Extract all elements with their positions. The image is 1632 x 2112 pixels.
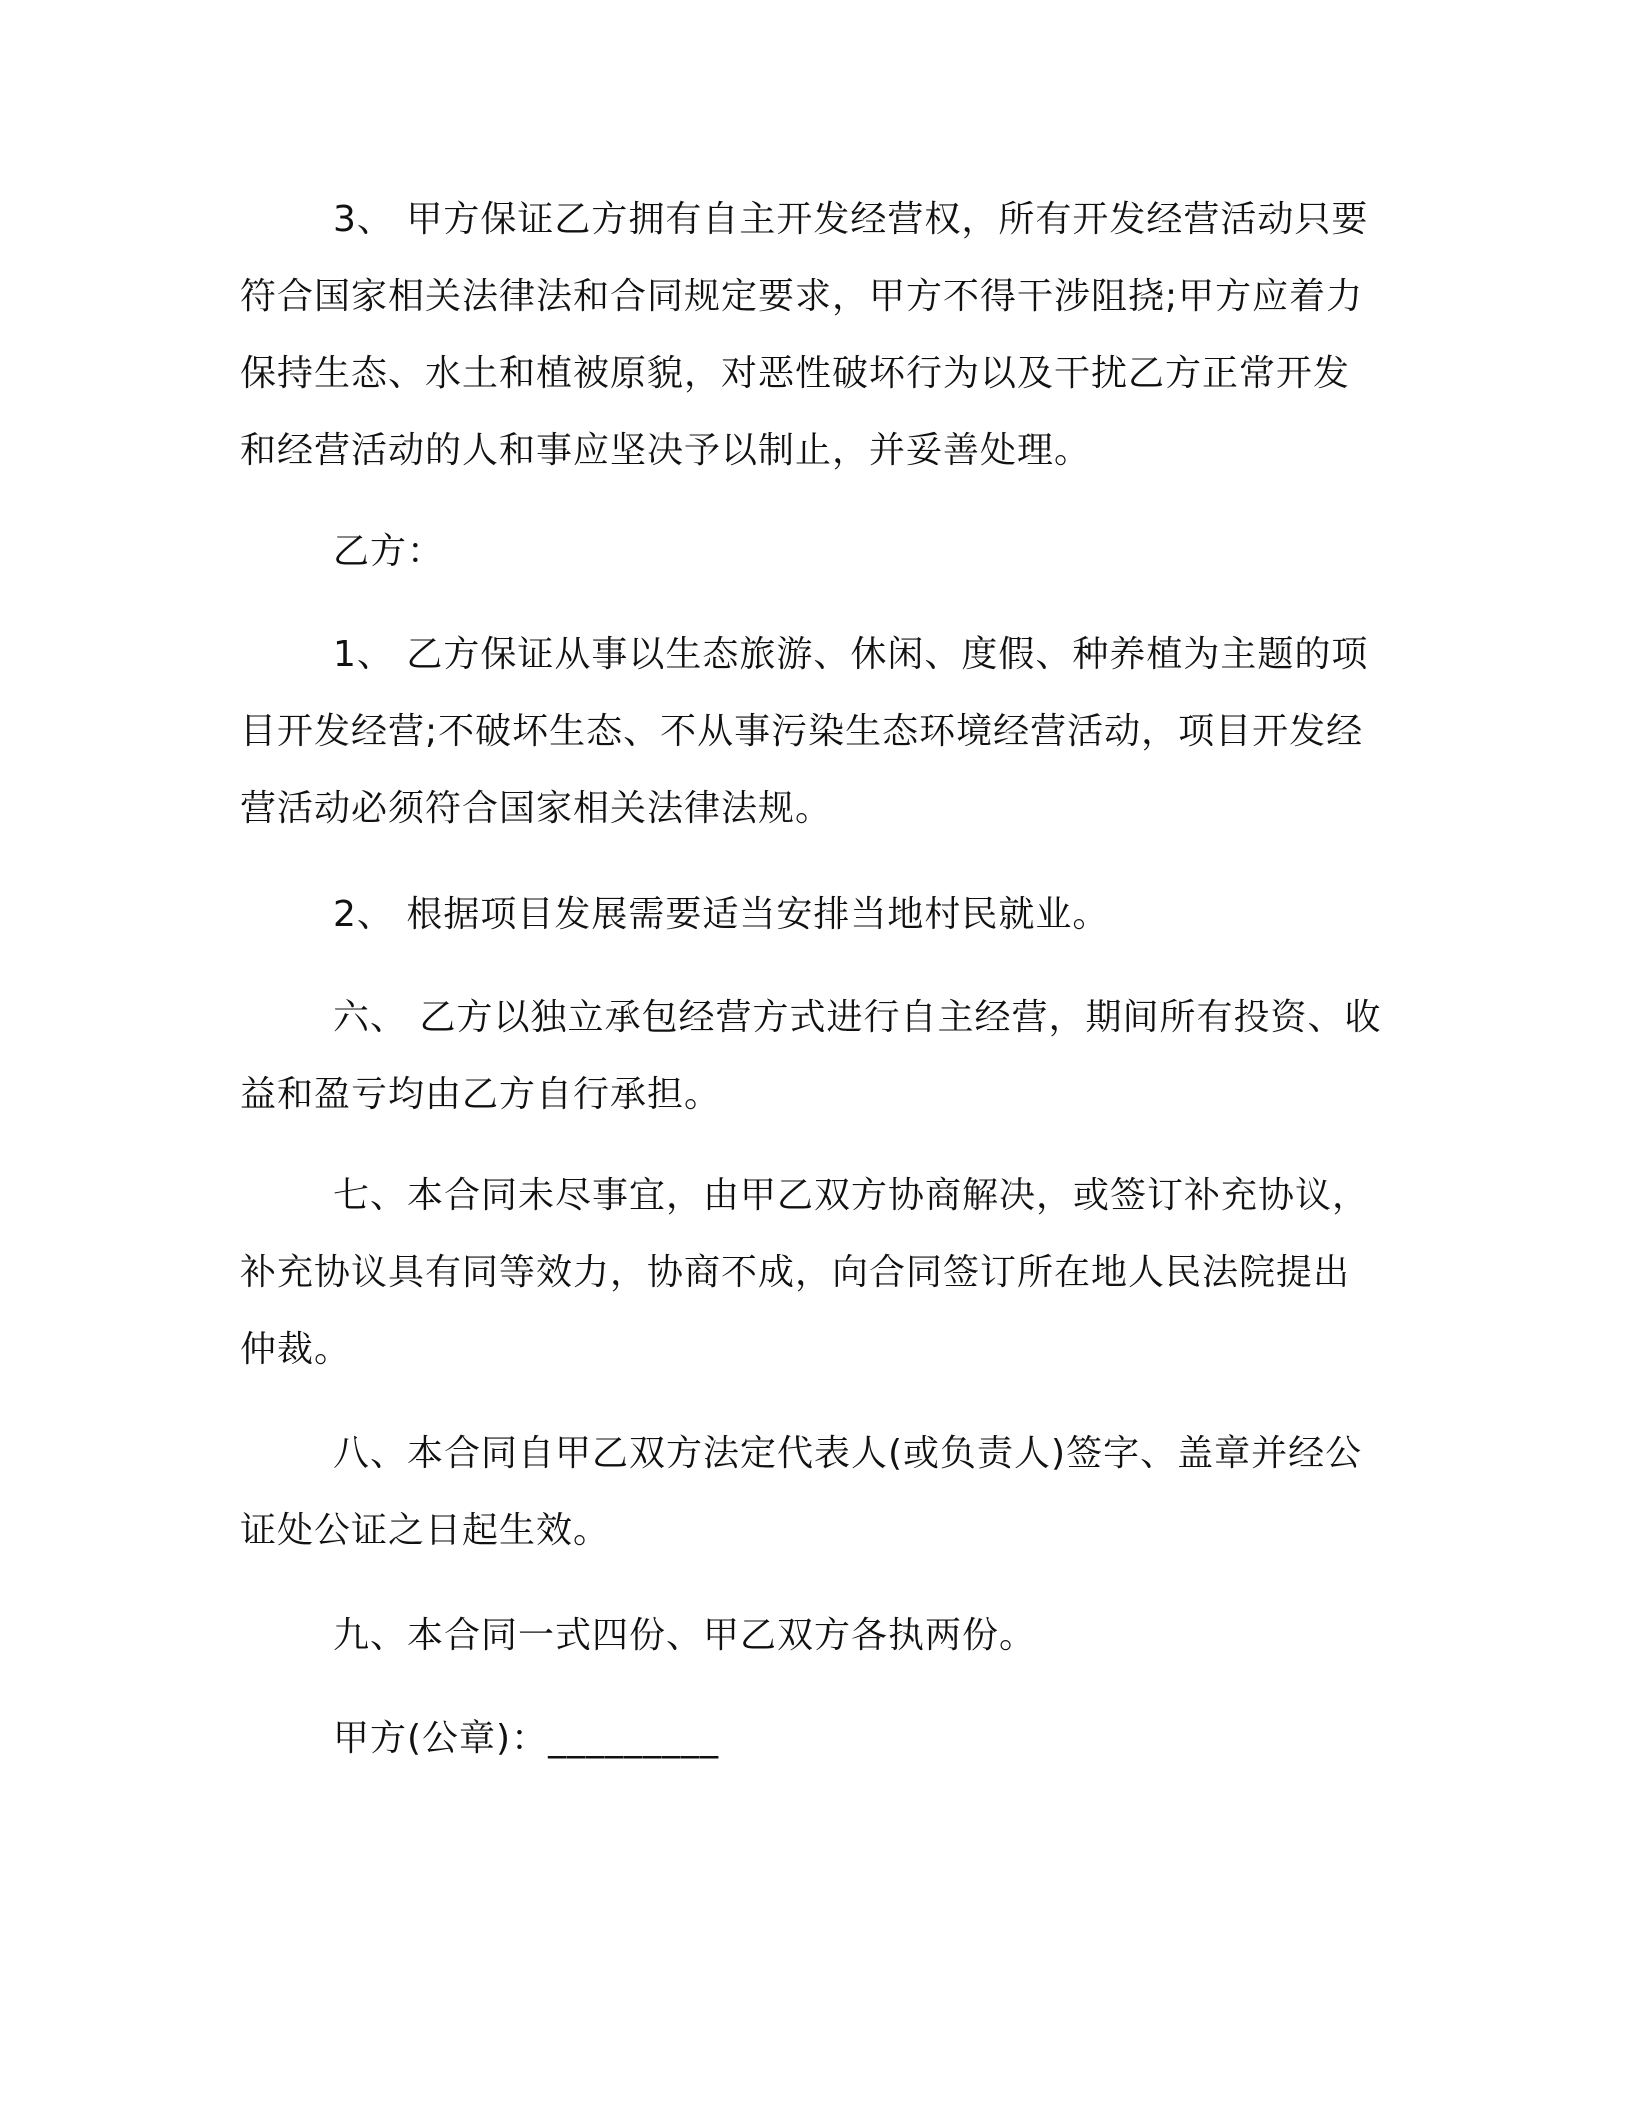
clause-1-party-b-guarantee: 1、 乙方保证从事以生态旅游、休闲、度假、种养植为主题的项目开发经营;不破坏生态、不从事污染生态环境经营活动，项目开发经营活动必须符合国家相关法律法规。 — [240, 634, 1369, 829]
signature-blank: _________ — [548, 1718, 720, 1759]
clause-3-party-a-guarantee: 3、 甲方保证乙方拥有自主开发经营权，所有开发经营活动只要符合国家相关法律法和合同规定要求，甲方不得干涉阻挠;甲方应着力保持生态、水土和植被原貌，对恶性破坏行为以及干扰乙方正常开发和经营活动的人和事应坚决予以制止，并妥善处理。 — [240, 199, 1369, 471]
party-b-heading: 乙方： — [333, 531, 445, 572]
article-7-unresolved-matters: 七、本合同未尽事宜，由甲乙双方协商解决，或签订补充协议，补充协议具有同等效力，协商不成，向合同签订所在地人民法院提出仲裁。 — [240, 1175, 1370, 1370]
party-a-seal-label: 甲方(公章)： — [333, 1718, 549, 1759]
article-8-effective-date: 八、本合同自甲乙双方法定代表人(或负责人)签字、盖章并经公证处公证之日起生效。 — [240, 1433, 1363, 1551]
article-6-independent-operation: 六、 乙方以独立承包经营方式进行自主经营，期间所有投资、收益和盈亏均由乙方自行承担。 — [240, 997, 1382, 1115]
party-a-signature-line — [240, 1700, 1410, 1777]
clause-2-local-employment: 2、 根据项目发展需要适当安排当地村民就业。 — [333, 894, 1110, 935]
article-9-copies: 九、本合同一式四份、甲乙双方各执两份。 — [333, 1615, 1037, 1656]
